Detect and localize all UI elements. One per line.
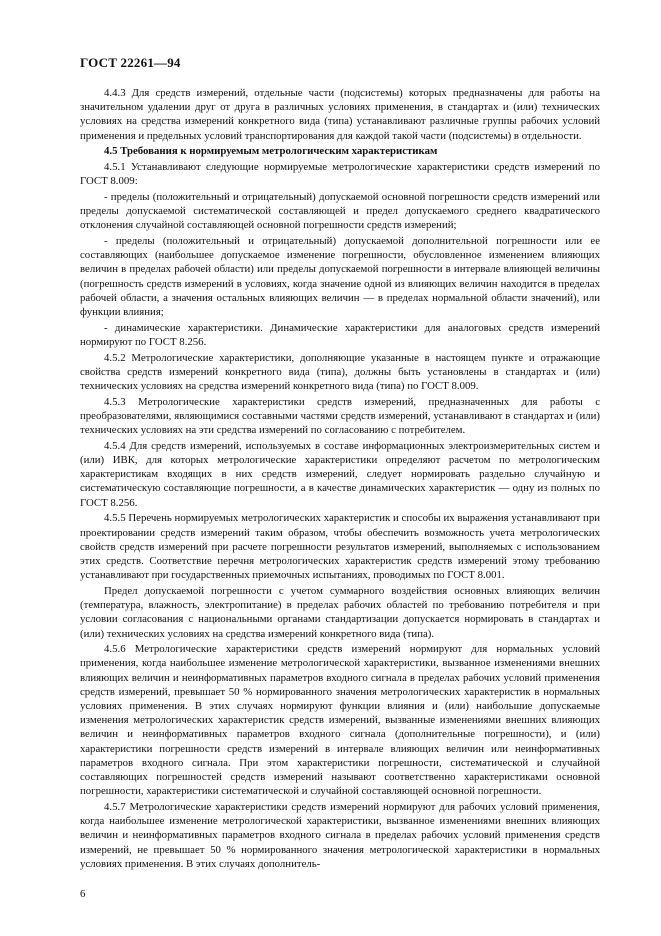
paragraph-4-5-6: 4.5.6 Метрологические характеристики средств измерений нормируют для нормальных условий применения, когда наибольшее изменение метрологической характеристики, вызванное изменениями внешних влияющих величин и неинформативных параметров входного сигнала в пределах рабочих условий применения средств измерений, превышает 50 % нормированного значения метрологических характеристик в нормальных условиях применения. В этих случаях нормируют функции влияния и (или) наибольшие допускаемые изменения метрологических характеристик средств измерений, вызванные изменениями внешних влияющих величин и неинформативных параметров входного сигнала (дополнительные погрешности), и (или) характеристики погрешности средств измерений в интервале влияющих величин или неинформативных параметров входного сигнала. При этом характеристики погрешности, систематической и случайной составляющих погрешностей средств измерений называют соответственно характеристиками основной погрешности, характеристики систематической и случайной составляющей основной погрешности. <box>80 643 600 798</box>
paragraph-4-5-3: 4.5.3 Метрологические характеристики средств измерений, предназначенных для работы с преобразователями, являющимися составными частями средств измерений, устанавливают в стандартах и (или) технических условиях на эти средства измерений по согласованию с потребителем. <box>80 395 600 437</box>
document-body <box>80 86 600 872</box>
paragraph-4-5-2: 4.5.2 Метрологические характеристики, дополняющие указанные в настоящем пункте и отражающие свойства средств измерений конкретного вида (типа), должны быть установлены в стандартах и (или) технических условиях на средства измерений конкретного вида (типа) по ГОСТ 8.009. <box>80 351 600 393</box>
paragraph-4-4-3: 4.4.3 Для средств измерений, отдельные части (подсистемы) которых предназначены для работы на значительном удалении друг от друга в различных условиях применения, в стандартах и (или) технических условиях на средства измерений конкретного вида (типа) устанавливают различные группы рабочих условий применения и предельных условий транспортирования для каждой такой части (подсистемы) в отдельности. <box>80 87 600 142</box>
paragraph-4-5-7: 4.5.7 Метрологические характеристики средств измерений нормируют для рабочих условий применения, когда наибольшее изменение метрологической характеристики, вызванное изменениями внешних влияющих величин и неинформативных параметров входного сигнала в пределах рабочих условий применения средств измерений, не превышает 50 % нормированного значения метрологической характеристики в нормальных условиях применения. В этих случаях дополнитель- <box>80 800 600 870</box>
paragraph-4-5-1: 4.5.1 Устанавливают следующие нормируемые метрологические характеристики средств измерений по ГОСТ 8.009: <box>80 161 600 188</box>
paragraph-4-5-5: 4.5.5 Перечень нормируемых метрологических характеристик и способы их выражения устанавливают при проектировании средств измерений таким образом, чтобы обеспечить возможность учета метрологических свойств средств измерений при расчете погрешности результатов измерений, выполняемых с использованием этих средств. Соответствие перечня метрологических характеристик средств измерений этому требованию устанавливают при государственных приемочных испытаниях, проводимых по ГОСТ 8.001. <box>80 512 600 582</box>
standard-header: ГОСТ 22261—94 <box>80 55 181 70</box>
list-item: - динамические характеристики. Динамические характеристики для аналоговых средств измерений нормируют по ГОСТ 8.256. <box>80 321 600 348</box>
page-number: 6 <box>80 888 86 900</box>
list-item: - пределы (положительный и отрицательный) допускаемой дополнительной погрешности или ее составляющих (наибольшее допускаемое изменение погрешности, обусловленное изменением влияющих величин в пределах рабочей области) или пределы допускаемой погрешности в интервале влияющей величины (погрешность средств измерений в условиях, когда значение одной из влияющих величин находится в пределах рабочей области, а значения остальных влияющих величин — в пределах нормальной области значений), или функции влияния; <box>80 235 600 319</box>
paragraph-4-5-5-cont: Предел допускаемой погрешности с учетом суммарного воздействия основных влияющих величин (температура, влажность, электропитание) в пределах рабочих областей по требованию потребителя и при условии согласования с национальными органами стандартизации допускается нормировать в стандартах и (или) технических условиях на средства измерений конкретного вида (типа). <box>80 584 600 640</box>
section-heading-4-5: 4.5 Требования к нормируемым метрологическим характеристикам <box>104 145 438 158</box>
list-item: - пределы (положительный и отрицательный) допускаемой основной погрешности средств измерений или пределы допускаемой систематической составляющей и предел допускаемого среднего квадратического отклонения случайной составляющей основной погрешности средств измерений; <box>80 190 600 232</box>
paragraph-4-5-4: 4.5.4 Для средств измерений, используемых в составе информационных электроизмерительных систем и (или) ИВК, для которых метрологические характеристики определяют расчетом по метрологическим характеристикам входящих в них средств измерений, следует нормировать раздельно случайную и систематическую составляющие погрешности, а в качестве динамических характеристик — одну из полных по ГОСТ 8.256. <box>80 439 600 509</box>
